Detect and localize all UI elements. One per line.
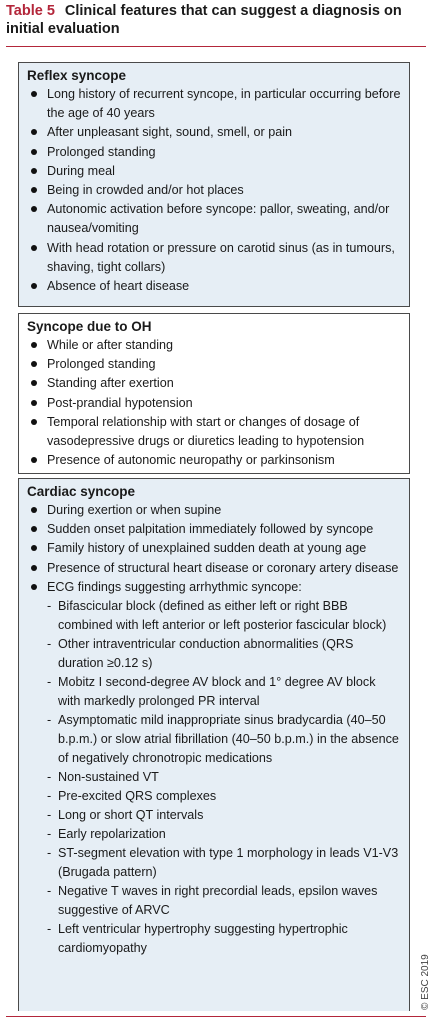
list-item: Prolonged standing bbox=[27, 355, 401, 374]
list-item: Standing after exertion bbox=[27, 374, 401, 393]
section-heading: Cardiac syncope bbox=[27, 484, 136, 499]
ecg-finding-item: - Asymptomatic mild inappropriate sinus bradycardia (40–50 b.p.m.) or slow atrial fibrillation (40–50 b.p.m.) in the absence of negatively chronotropic medications bbox=[47, 711, 401, 768]
table-number: Table 5 bbox=[6, 3, 55, 19]
section-reflex-syncope bbox=[18, 62, 410, 307]
table-title-text: Clinical features that can suggest a diagnosis on initial evaluation bbox=[6, 3, 402, 37]
ecg-findings-list bbox=[27, 597, 401, 958]
list-item: During exertion or when supine bbox=[27, 501, 401, 520]
list-item: Autonomic activation before syncope: pallor, sweating, and/or nausea/vomiting bbox=[27, 200, 401, 238]
ecg-finding-item: - Negative T waves in right precordial leads, epsilon waves suggestive of ARVC bbox=[47, 882, 401, 920]
ecg-finding-item: - Non-sustained VT bbox=[47, 768, 401, 787]
top-rule bbox=[6, 46, 426, 47]
ecg-finding-item: - Early repolarization bbox=[47, 825, 401, 844]
section-cardiac-syncope bbox=[18, 478, 410, 1011]
list-item: With head rotation or pressure on carotid sinus (as in tumours, shaving, tight collars) bbox=[27, 239, 401, 277]
ecg-finding-item: - Mobitz I second-degree AV block and 1° degree AV block with markedly prolonged PR interval bbox=[47, 673, 401, 711]
ecg-finding-item: - Bifascicular block (defined as either left or right BBB combined with left anterior or left posterior fascicular block) bbox=[47, 597, 401, 635]
list-item: Long history of recurrent syncope, in particular occurring before the age of 40 years bbox=[27, 85, 401, 123]
list-item: Post-prandial hypotension bbox=[27, 394, 401, 413]
feature-list bbox=[27, 336, 401, 470]
list-item: Temporal relationship with start or changes of dosage of vasodepressive drugs or diuretics leading to hypotension bbox=[27, 413, 401, 451]
list-item: Family history of unexplained sudden death at young age bbox=[27, 539, 401, 558]
feature-list bbox=[27, 501, 401, 597]
list-item: Prolonged standing bbox=[27, 143, 401, 162]
list-item: Absence of heart disease bbox=[27, 277, 401, 296]
list-item: ECG findings suggesting arrhythmic syncope: bbox=[27, 578, 401, 597]
ecg-finding-item: - Left ventricular hypertrophy suggesting hypertrophic cardiomyopathy bbox=[47, 920, 401, 958]
list-item: Sudden onset palpitation immediately followed by syncope bbox=[27, 520, 401, 539]
list-item: After unpleasant sight, sound, smell, or pain bbox=[27, 123, 401, 142]
section-heading: Syncope due to OH bbox=[27, 319, 152, 334]
section-heading: Reflex syncope bbox=[27, 68, 127, 83]
list-item: Presence of autonomic neuropathy or parkinsonism bbox=[27, 451, 401, 470]
list-item: Being in crowded and/or hot places bbox=[27, 181, 401, 200]
ecg-finding-item: - Long or short QT intervals bbox=[47, 806, 401, 825]
copyright-notice: © ESC 2019 bbox=[420, 954, 431, 1010]
list-item: Presence of structural heart disease or coronary artery disease bbox=[27, 559, 401, 578]
feature-list bbox=[27, 85, 401, 296]
section-syncope-oh bbox=[18, 313, 410, 474]
ecg-finding-item: - ST-segment elevation with type 1 morphology in leads V1-V3 (Brugada pattern) bbox=[47, 844, 401, 882]
ecg-finding-item: - Pre-excited QRS complexes bbox=[47, 787, 401, 806]
bottom-rule bbox=[6, 1016, 426, 1017]
list-item: During meal bbox=[27, 162, 401, 181]
table-title bbox=[6, 2, 426, 38]
ecg-finding-item: - Other intraventricular conduction abnormalities (QRS duration ≥0.12 s) bbox=[47, 635, 401, 673]
list-item: While or after standing bbox=[27, 336, 401, 355]
